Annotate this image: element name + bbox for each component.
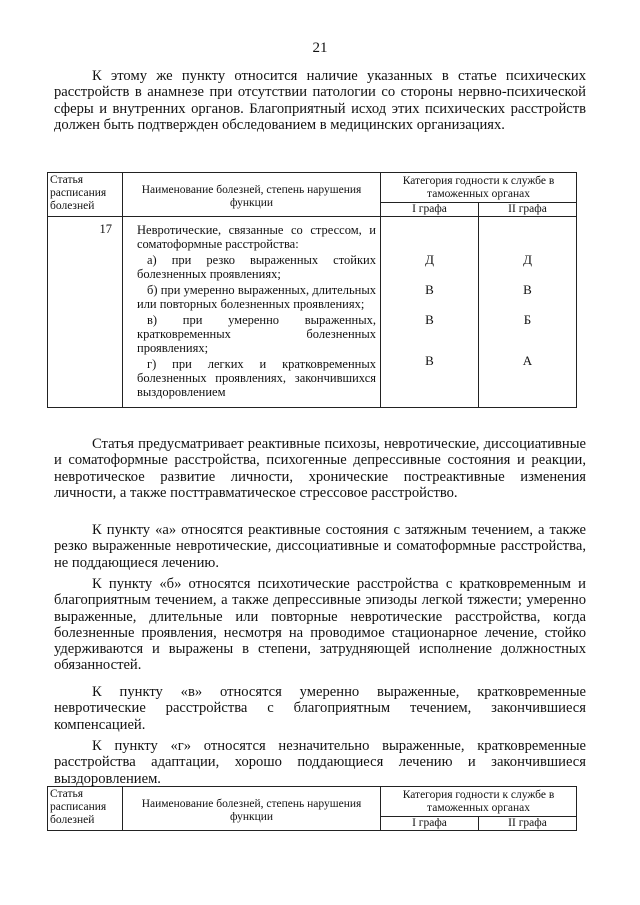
intro-paragraph: К этому же пункту относится наличие указанных в статье психических расстройств в анамнезе при отсутствии патологии со стороны нервно-психической сферы и внутренних органов. Благоприятный исход этих психических расстройств должен быть подтвержден обследованием в медицинских организациях. <box>54 68 586 133</box>
category-value: В <box>523 282 532 297</box>
table-row <box>48 217 577 408</box>
col-1-values <box>381 217 479 408</box>
header-category: Категория годности к службе в таможенных органах <box>381 787 577 817</box>
category-value: Д <box>425 252 434 267</box>
category-value: Б <box>523 312 532 327</box>
list-item: в) при умеренно выраженных, кратковременных болезненных проявлениях; <box>137 313 376 355</box>
header-col-2: II графа <box>479 203 577 217</box>
list-item: г) при легких и кратковременных болезненных проявлениях, закончившихся выздоровлением <box>137 357 376 399</box>
disease-description <box>123 217 381 408</box>
list-item: а) при резко выраженных стойких болезненных проявлениях; <box>137 253 376 281</box>
body-paragraph: К пункту «а» относятся реактивные состояния с затяжным течением, а также резко выраженные невротические, диссоциативные и соматоформные расстройства, не поддающиеся лечению. <box>54 522 586 571</box>
header-article: Статья расписания болезней <box>48 787 123 831</box>
article-number: 17 <box>48 217 123 408</box>
header-disease-name: Наименование болезней, степень нарушения функции <box>123 787 381 831</box>
category-value: В <box>425 353 434 368</box>
col-2-values <box>479 217 577 408</box>
header-category: Категория годности к службе в таможенных органах <box>381 173 577 203</box>
header-col-1: I графа <box>381 817 479 831</box>
header-col-1: I графа <box>381 203 479 217</box>
fitness-table <box>47 172 577 408</box>
header-article: Статья расписания болезней <box>48 173 123 217</box>
page-number: 21 <box>312 40 328 56</box>
list-item: б) при умеренно выраженных, длительных или повторных болезненных проявлениях; <box>137 283 376 311</box>
header-disease-name: Наименование болезней, степень нарушения функции <box>123 173 381 217</box>
fitness-table-header-repeat <box>47 786 577 831</box>
body-paragraph: К пункту «б» относятся психотические расстройства с кратковременным и благоприятным течением, а также депрессивные эпизоды легкой тяжести; умеренно выраженные, длительные или повторные невротические расстройства, когда болезненные проявления, несмотря на проводимое стационарное лечение, стойко удерживаются и выражены в степени, затрудняющей исполнение должностных обязанностей. <box>54 576 586 674</box>
category-value: В <box>425 282 434 297</box>
disease-title: Невротические, связанные со стрессом, и соматоформные расстройства: <box>137 223 376 251</box>
category-value: В <box>425 312 434 327</box>
category-value: Д <box>523 252 532 267</box>
body-paragraph: Статья предусматривает реактивные психозы, невротические, диссоциативные и соматоформные расстройства, психогенные депрессивные состояния и реакции, невротическое развитие личности, хронические постреактивные изменения личности, а также посттравматическое стрессовое расстройство. <box>54 436 586 501</box>
header-col-2: II графа <box>479 817 577 831</box>
body-paragraph: К пункту «г» относятся незначительно выраженные, кратковременные расстройства адаптации, хорошо поддающиеся лечению и закончившиеся выздоровлением. <box>54 738 586 787</box>
category-value: А <box>522 353 533 368</box>
body-paragraph: К пункту «в» относятся умеренно выраженные, кратковременные невротические расстройства с благоприятным течением, закончившиеся компенсацией. <box>54 684 586 733</box>
